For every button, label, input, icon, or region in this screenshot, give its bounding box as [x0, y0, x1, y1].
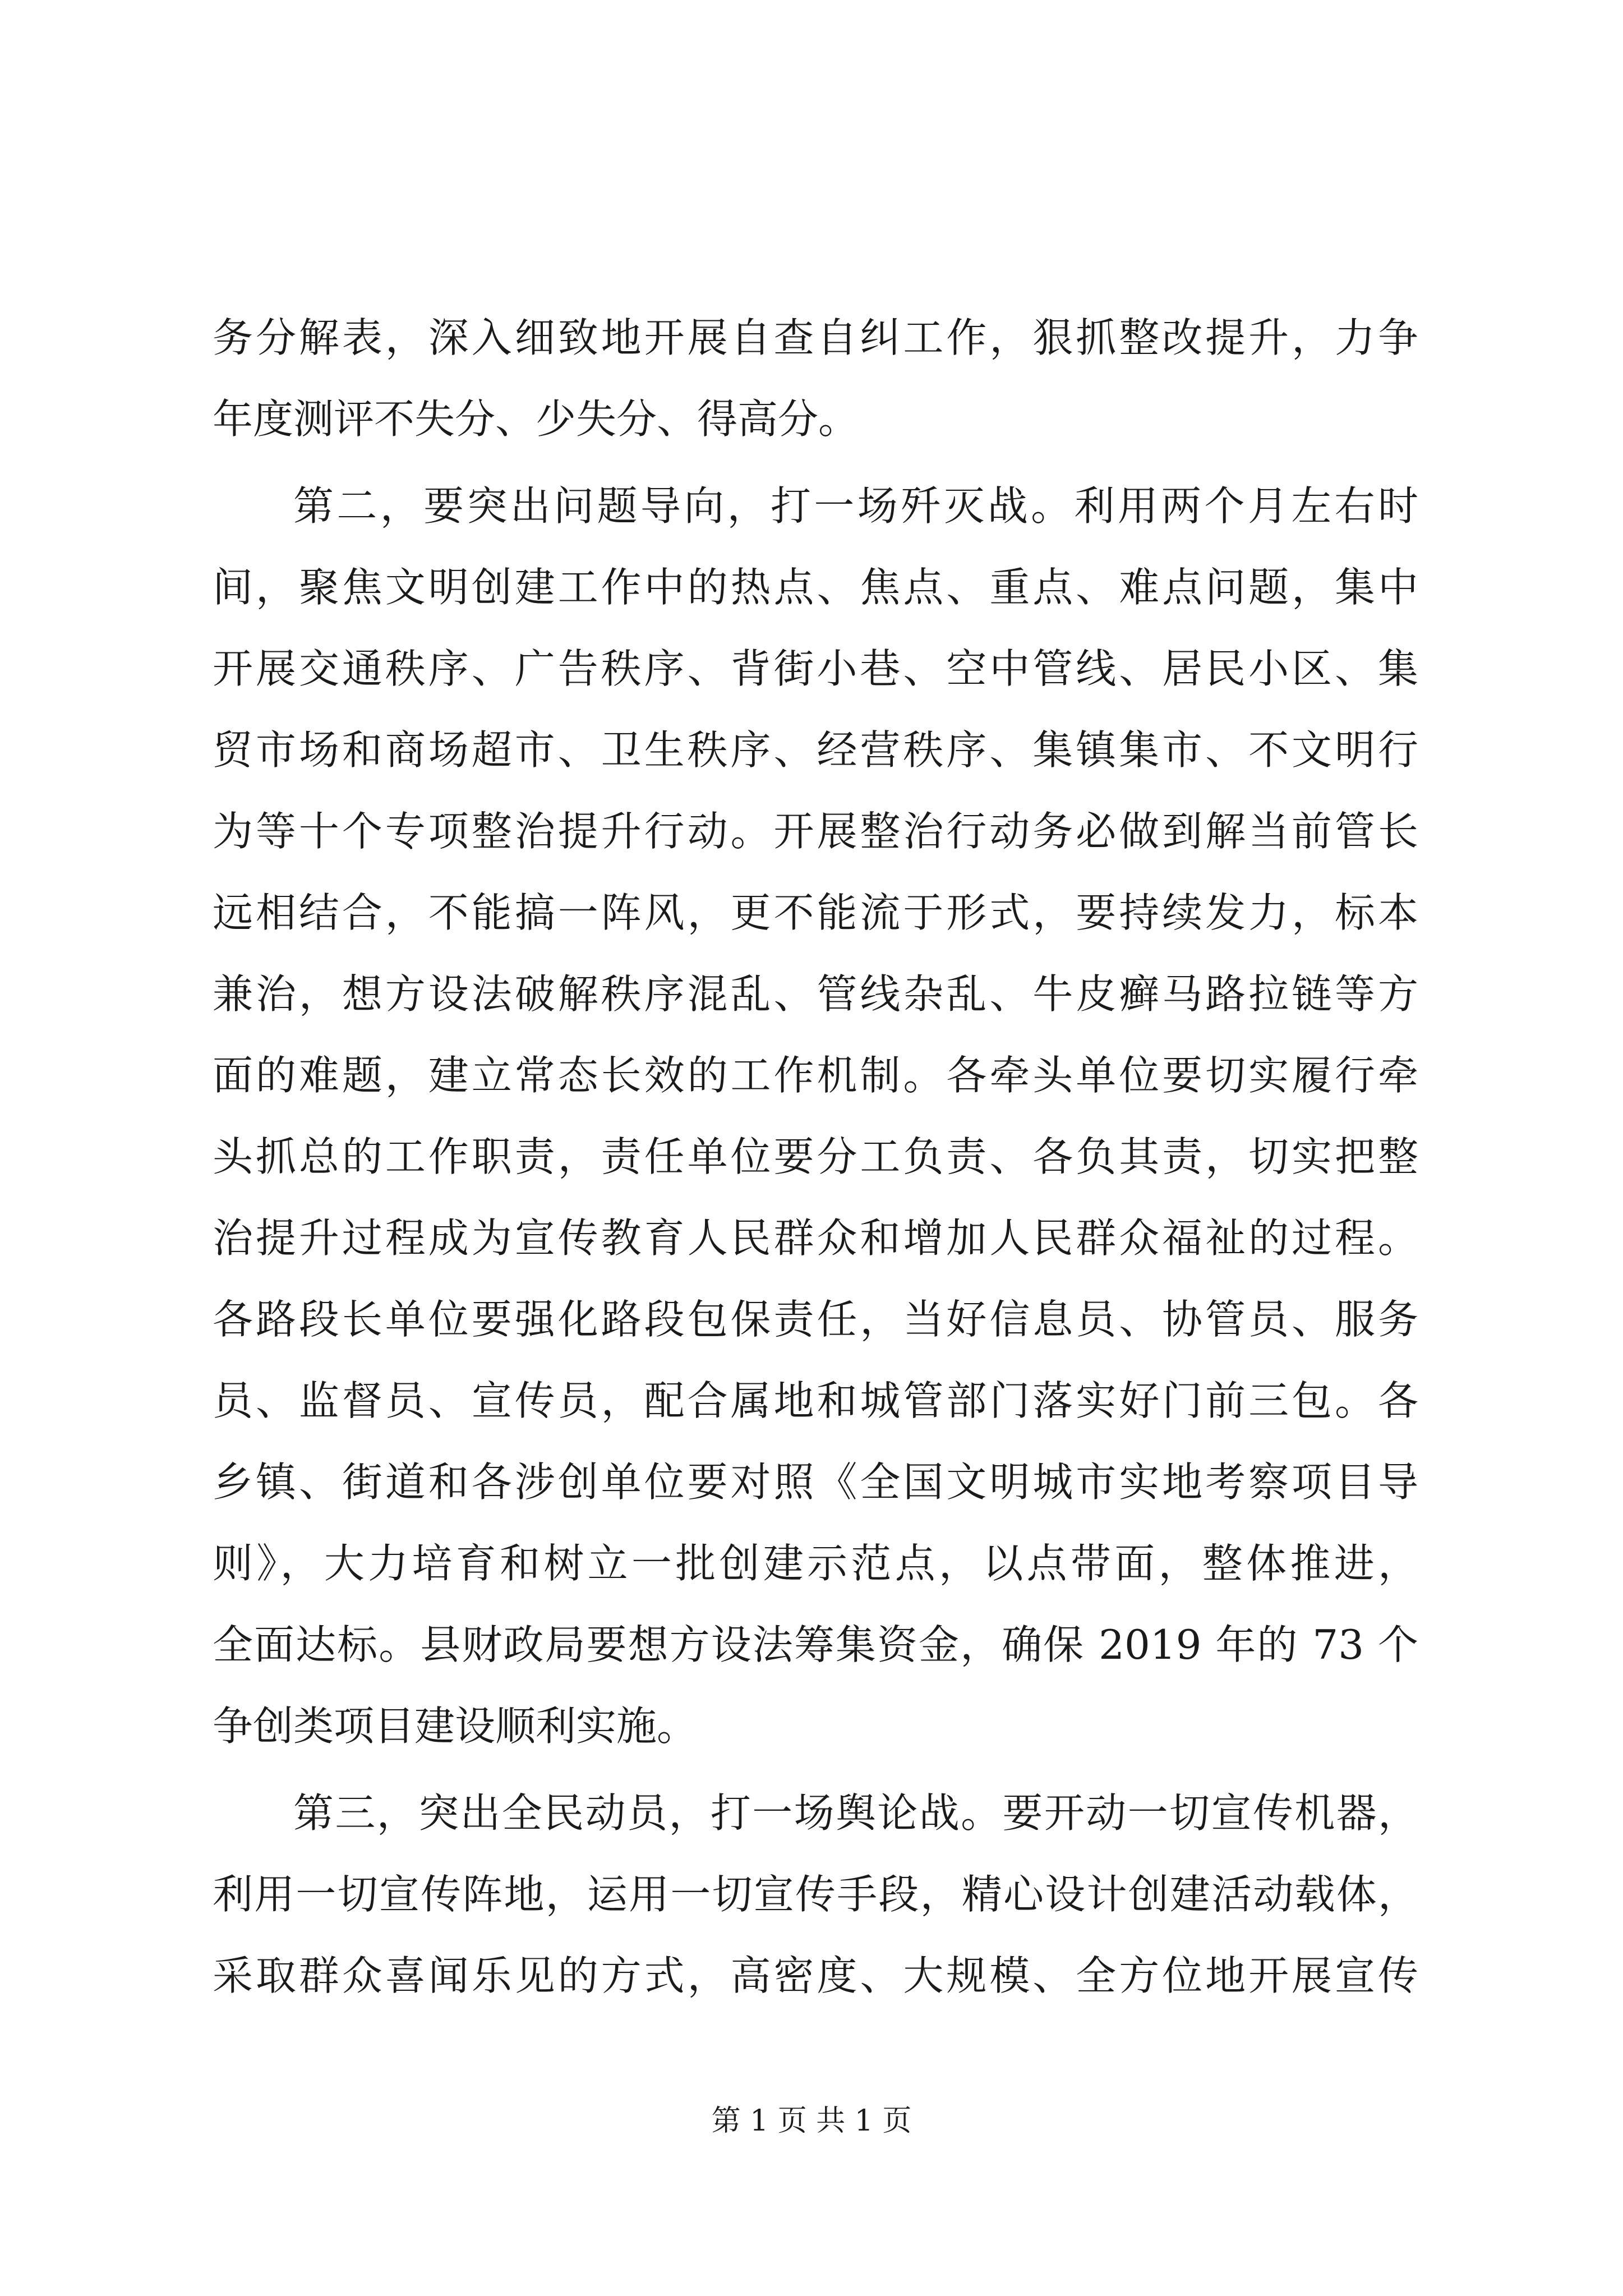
text-line: 头抓总的工作职责，责任单位要分工负责、各负其责，切实把整 — [213, 1133, 1418, 1180]
text-line: 利用一切宣传阵地，运用一切宣传手段，精心设计创建活动载体， — [213, 1871, 1418, 1918]
text-line: 间，聚焦文明创建工作中的热点、焦点、重点、难点问题，集中 — [213, 564, 1418, 611]
text-line: 第三，突出全民动员，打一场舆论战。要开动一切宣传机器， — [293, 1789, 1418, 1837]
text-line: 贸市场和商场超市、卫生秩序、经营秩序、集镇集市、不文明行 — [213, 726, 1418, 774]
text-line: 兼治，想方设法破解秩序混乱、管线杂乱、牛皮癣马路拉链等方 — [213, 970, 1418, 1018]
text-line: 治提升过程成为宣传教育人民群众和增加人民群众福祉的过程。 — [213, 1214, 1418, 1262]
text-line: 为等十个专项整治提升行动。开展整治行动务必做到解当前管长 — [213, 808, 1418, 855]
text-line: 年度测评不失分、少失分、得高分。 — [213, 395, 859, 443]
document-body — [213, 297, 1418, 2017]
page-number-label: 第 1 页 共 1 页 — [711, 2104, 912, 2138]
text-line: 争创类项目建设顺利实施。 — [213, 1703, 698, 1750]
text-line: 员、监督员、宣传员，配合属地和城管部门落实好门前三包。各 — [213, 1377, 1418, 1424]
text-line: 面的难题，建立常态长效的工作机制。各牵头单位要切实履行牵 — [213, 1052, 1418, 1099]
text-line: 第二，要突出问题导向，打一场歼灭战。利用两个月左右时 — [293, 482, 1418, 530]
text-line: 采取群众喜闻乐见的方式，高密度、大规模、全方位地开展宣传 — [213, 1952, 1418, 1999]
text-line: 开展交通秩序、广告秩序、背街小巷、空中管线、居民小区、集 — [213, 645, 1418, 692]
text-line: 务分解表，深入细致地开展自查自纠工作，狠抓整改提升，力争 — [213, 314, 1418, 361]
text-line: 乡镇、街道和各涉创单位要对照《全国文明城市实地考察项目导 — [213, 1458, 1418, 1506]
text-line: 各路段长单位要强化路段包保责任，当好信息员、协管员、服务 — [213, 1296, 1418, 1343]
text-line: 全面达标。县财政局要想方设法筹集资金，确保 2019 年的 73 个 — [213, 1621, 1418, 1668]
text-line: 则》，大力培育和树立一批创建示范点，以点带面，整体推进， — [213, 1540, 1418, 1587]
page-footer — [0, 2097, 1623, 2139]
text-line: 远相结合，不能搞一阵风，更不能流于形式，要持续发力，标本 — [213, 889, 1418, 936]
